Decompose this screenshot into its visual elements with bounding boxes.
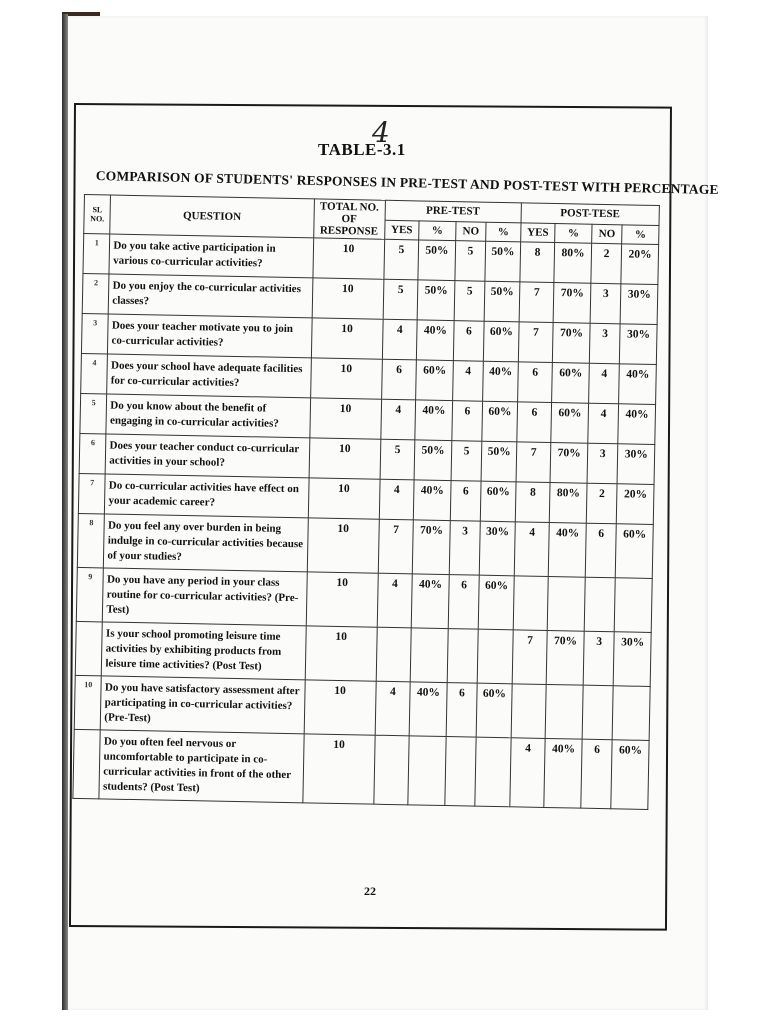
row-pre-no: 6 — [446, 683, 477, 738]
row-post-no: 3 — [589, 323, 620, 364]
row-pre-yes — [376, 627, 412, 682]
row-post-yes — [513, 576, 549, 631]
header-pre-no: NO — [455, 221, 486, 241]
row-question: Do you often feel nervous or uncomfortable to participate in co-curricular activities in front of the other students? (Post Test) — [99, 730, 303, 803]
row-post-yes-pct: 40% — [544, 738, 582, 808]
row-pre-no — [447, 629, 478, 684]
row-post-yes-pct — [545, 684, 583, 739]
row-pre-yes-pct: 70% — [412, 520, 450, 575]
row-pre-no-pct: 50% — [485, 241, 520, 282]
row-pre-yes-pct: 50% — [417, 280, 454, 321]
row-pre-no: 3 — [449, 521, 480, 576]
row-post-yes: 8 — [515, 482, 550, 523]
row-total: 10 — [302, 734, 374, 804]
row-question: Do you take active participation in various co-curricular activities? — [109, 234, 313, 278]
row-post-yes: 8 — [520, 242, 555, 283]
row-pre-yes: 5 — [384, 239, 419, 280]
row-question: Do you have any period in your class routine for co-curricular activities? (Pre-Test) — [103, 568, 307, 626]
row-post-yes: 4 — [514, 522, 550, 577]
row-total: 10 — [304, 680, 376, 735]
row-post-yes-pct: 80% — [550, 483, 587, 524]
row-pre-yes: 7 — [378, 519, 414, 574]
row-post-no-pct — [612, 686, 650, 741]
row-post-yes: 7 — [518, 322, 553, 363]
row-pre-no: 5 — [451, 441, 482, 482]
row-post-no: 2 — [586, 483, 617, 524]
row-question: Does your teacher conduct co-curricular activities in your school? — [106, 434, 310, 478]
row-sl: 1 — [83, 234, 110, 274]
row-pre-yes-pct: 50% — [414, 440, 451, 481]
row-pre-no: 6 — [453, 321, 484, 362]
row-post-no-pct: 40% — [619, 364, 656, 405]
page-number: 22 — [364, 884, 376, 898]
row-pre-yes: 5 — [383, 279, 418, 320]
row-pre-no-pct: 40% — [483, 361, 518, 402]
row-post-no: 3 — [587, 443, 618, 484]
row-post-yes-pct: 40% — [549, 522, 587, 577]
row-question: Is your school promoting leisure time activities by exhibiting products from leisure time activities? (Post Test) — [102, 622, 306, 680]
comparison-table-wrap — [72, 194, 664, 810]
row-total: 10 — [310, 358, 382, 399]
row-post-no-pct: 60% — [611, 740, 649, 810]
row-post-no — [584, 577, 615, 632]
row-sl — [73, 729, 101, 798]
row-post-no: 3 — [583, 631, 614, 686]
row-sl: 9 — [76, 567, 103, 621]
row-post-no: 2 — [591, 243, 622, 284]
row-post-no-pct: 30% — [620, 324, 657, 365]
header-pre-yes: YES — [384, 220, 419, 240]
row-pre-no-pct — [475, 737, 511, 807]
row-pre-no: 6 — [448, 575, 479, 630]
header-post-yes: YES — [520, 222, 555, 242]
row-total: 10 — [311, 318, 383, 359]
row-total: 10 — [305, 626, 377, 681]
row-post-yes-pct: 80% — [554, 243, 591, 284]
row-question: Does your teacher motivate you to join co-curricular activities? — [108, 314, 312, 358]
row-pre-no-pct — [477, 629, 513, 684]
row-post-yes: 6 — [517, 362, 552, 403]
row-pre-yes: 4 — [375, 681, 411, 736]
row-pre-no — [445, 737, 477, 807]
row-post-yes: 6 — [517, 402, 552, 443]
row-pre-yes-pct: 50% — [418, 240, 455, 281]
row-pre-yes-pct: 40% — [413, 480, 450, 521]
row-pre-yes-pct — [408, 736, 446, 806]
row-pre-no-pct: 50% — [484, 281, 519, 322]
row-sl: 8 — [77, 513, 104, 567]
row-post-no-pct: 30% — [620, 284, 657, 325]
row-pre-yes-pct: 40% — [411, 574, 449, 629]
row-post-yes-pct: 70% — [550, 443, 587, 484]
row-sl: 5 — [80, 393, 107, 433]
row-post-no: 3 — [590, 283, 621, 324]
row-total: 10 — [312, 238, 384, 279]
row-pre-no: 5 — [454, 281, 485, 322]
row-total: 10 — [309, 438, 381, 479]
row-pre-no: 6 — [450, 481, 481, 522]
row-total: 10 — [307, 518, 379, 573]
header-sl: SL NO. — [84, 195, 111, 234]
row-post-no — [582, 685, 613, 740]
row-post-yes-pct: 70% — [546, 630, 584, 685]
row-post-yes — [511, 684, 547, 739]
row-pre-yes — [373, 735, 409, 805]
table-subtitle: COMPARISON OF STUDENTS' RESPONSES IN PRE-TEST AND POST-TEST WITH PERCENTAGE — [95, 168, 719, 198]
row-question: Do you feel any over burden in being indulge in co-curricular activities because of your studies? — [104, 514, 308, 572]
row-post-yes: 7 — [519, 282, 554, 323]
row-question: Do you enjoy the co-curricular activities classes? — [109, 274, 313, 318]
header-pre-test: PRE-TEST — [385, 200, 521, 222]
row-pre-no: 5 — [455, 241, 486, 282]
row-pre-yes-pct: 40% — [415, 400, 452, 441]
row-post-no-pct: 30% — [614, 632, 652, 687]
row-post-no: 6 — [585, 523, 616, 578]
header-post-no-pct: % — [622, 224, 659, 244]
row-pre-no-pct: 30% — [479, 521, 515, 576]
row-sl: 2 — [82, 273, 109, 313]
row-post-yes: 7 — [516, 442, 551, 483]
row-post-no-pct: 30% — [617, 444, 654, 485]
row-question: Do co-curricular activities have effect on your academic career? — [105, 474, 309, 518]
handwritten-mark: 4 — [372, 116, 390, 149]
row-post-no-pct — [615, 578, 653, 633]
table-title: TABLE-3.1 — [318, 140, 406, 159]
header-pre-yes-pct: % — [419, 220, 456, 240]
row-pre-yes-pct: 40% — [417, 320, 454, 361]
row-total: 10 — [306, 572, 378, 627]
row-sl: 6 — [79, 433, 106, 473]
row-sl: 7 — [78, 473, 105, 513]
header-post-no: NO — [592, 224, 623, 244]
row-sl: 3 — [81, 313, 108, 353]
row-question: Do you have satisfactory assessment after participating in co-curricular activities? (Pre-Test) — [101, 676, 305, 734]
row-question: Do you know about the benefit of engaging in co-curricular activities? — [106, 394, 310, 438]
header-total: TOTAL NO. OF RESPONSE — [313, 199, 385, 239]
row-total: 10 — [308, 478, 380, 519]
row-pre-no-pct: 60% — [482, 401, 517, 442]
row-pre-no-pct: 60% — [476, 683, 512, 738]
row-pre-yes: 4 — [382, 319, 417, 360]
row-sl: 10 — [74, 675, 101, 729]
row-total: 10 — [309, 398, 381, 439]
row-post-yes-pct: 60% — [551, 403, 588, 444]
row-pre-yes-pct — [410, 628, 448, 683]
row-post-yes: 7 — [512, 630, 548, 685]
header-post-test: POST-TESE — [521, 203, 660, 225]
row-question: Does your school have adequate facilities for co-curricular activities? — [107, 354, 311, 398]
row-post-no-pct: 40% — [618, 404, 655, 445]
row-post-no-pct: 60% — [616, 524, 654, 579]
row-post-yes: 4 — [510, 738, 546, 808]
row-post-yes-pct: 60% — [552, 363, 589, 404]
row-post-yes-pct — [548, 576, 586, 631]
row-post-no: 4 — [588, 363, 619, 404]
row-sl: 4 — [81, 353, 108, 393]
row-post-no: 4 — [588, 403, 619, 444]
table-row — [73, 729, 649, 809]
row-post-no-pct: 20% — [617, 484, 654, 525]
row-pre-yes: 5 — [380, 439, 415, 480]
row-post-no: 6 — [581, 739, 613, 809]
row-post-yes-pct: 70% — [553, 283, 590, 324]
row-pre-no: 6 — [452, 401, 483, 442]
row-sl — [75, 621, 102, 675]
comparison-table — [72, 194, 660, 810]
row-pre-yes-pct: 40% — [409, 682, 447, 737]
row-pre-no-pct: 60% — [484, 321, 519, 362]
row-pre-yes-pct: 60% — [416, 360, 453, 401]
row-pre-yes: 6 — [381, 359, 416, 400]
row-pre-no: 4 — [452, 361, 483, 402]
row-pre-no-pct: 60% — [478, 575, 514, 630]
header-pre-no-pct: % — [486, 222, 521, 242]
row-pre-yes: 4 — [377, 573, 413, 628]
header-post-yes-pct: % — [555, 223, 592, 243]
row-post-no-pct: 20% — [621, 244, 658, 285]
row-pre-yes: 4 — [379, 479, 414, 520]
header-question: QUESTION — [110, 195, 314, 238]
row-pre-yes: 4 — [381, 399, 416, 440]
row-pre-no-pct: 60% — [481, 481, 516, 522]
row-pre-no-pct: 50% — [481, 441, 516, 482]
row-total: 10 — [312, 278, 384, 319]
row-post-yes-pct: 70% — [553, 323, 590, 364]
